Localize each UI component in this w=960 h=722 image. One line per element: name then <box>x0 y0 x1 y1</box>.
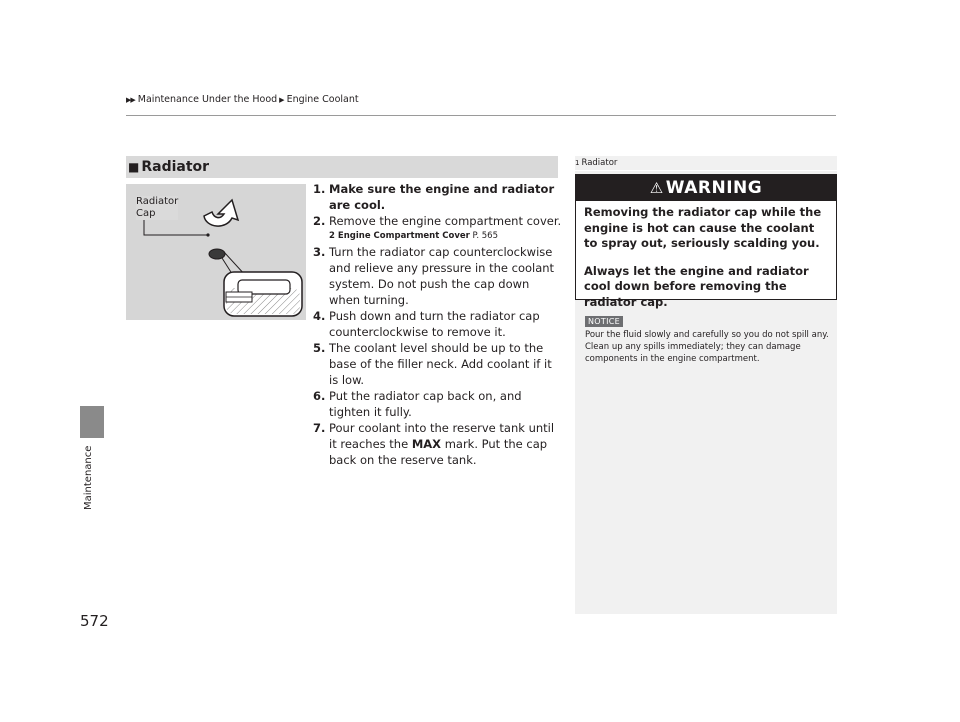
chapter-tab <box>80 406 104 438</box>
step-text: Turn the radiator cap counterclockwise and relieve any pressure in the coolant system. Do not push the cap down when turning. <box>329 245 555 307</box>
warning-box <box>575 174 837 309</box>
reference-arrow-icon: 2 <box>329 231 335 241</box>
step-item <box>313 308 563 340</box>
warning-paragraph: Always let the engine and radiator cool down before removing the radiator cap. <box>584 263 809 309</box>
step-text: Remove the engine compartment cover. <box>329 214 562 228</box>
header-divider <box>126 115 836 116</box>
sidebar-title-text: Radiator <box>581 158 618 168</box>
step-item <box>313 181 563 213</box>
warning-triangle-icon: ⚠ <box>649 179 664 197</box>
procedure-steps <box>313 181 563 468</box>
section-title: Radiator <box>141 159 210 175</box>
step-text: Put the radiator cap back on, and tighten it fully. <box>329 389 522 419</box>
step-item <box>313 388 563 420</box>
step-item <box>313 244 563 308</box>
reference-page: P. 565 <box>472 231 498 241</box>
radiator-cap-illustration <box>126 184 306 320</box>
breadcrumb-item[interactable]: Engine Coolant <box>286 94 359 105</box>
step-number: 3. <box>313 245 326 259</box>
step-text-before: Pour coolant into the reserve tank until it reaches the <box>329 421 555 451</box>
breadcrumb-item[interactable]: Maintenance Under the Hood <box>137 94 278 105</box>
step-text: Push down and turn the radiator cap counterclockwise to remove it. <box>329 309 540 339</box>
step-item <box>313 420 563 468</box>
chapter-label: Maintenance <box>83 445 94 510</box>
step-text-max: MAX <box>411 437 442 451</box>
warning-banner <box>576 175 836 201</box>
notice-badge: NOTICE <box>585 316 623 327</box>
step-number: 4. <box>313 309 326 323</box>
sidebar-divider <box>575 170 837 171</box>
section-heading <box>126 156 558 178</box>
step-text: Make sure the engine and radiator are cool. <box>329 182 555 212</box>
section-marker-icon: ■ <box>128 160 140 174</box>
step-number: 5. <box>313 341 326 355</box>
figure-callout-label <box>136 196 178 220</box>
step-text <box>329 421 554 467</box>
sidebar-title <box>575 158 617 168</box>
reference-title: Engine Compartment Cover <box>337 231 470 241</box>
step-number: 6. <box>313 389 326 403</box>
step-text: The coolant level should be up to the base of the filler neck. Add coolant if it is low. <box>329 341 552 387</box>
step-item <box>313 213 563 243</box>
page-number: 572 <box>80 612 109 630</box>
radiator-cap <box>209 249 225 259</box>
step-number: 7. <box>313 421 326 435</box>
cross-reference-link[interactable] <box>329 230 563 243</box>
breadcrumb <box>126 94 359 105</box>
breadcrumb-separator-icon: ▶ <box>279 96 285 104</box>
step-number: 2. <box>313 214 326 228</box>
step-text-after: mark. Put the cap back on the reserve tank. <box>329 437 548 467</box>
step-number: 1. <box>313 182 326 196</box>
sidebar-marker-icon: 1 <box>575 159 580 167</box>
warning-text <box>576 201 836 310</box>
warning-paragraph: Removing the radiator cap while the engine is hot can cause the coolant to spray out, seriously scalding you. <box>584 205 822 250</box>
side-rail <box>80 120 104 406</box>
notice-text: Pour the fluid slowly and carefully so you do not spill any. Clean up any spills immediately; they can damage components in the engine compartment. <box>585 330 829 364</box>
breadcrumb-arrow-icon: ▶▶ <box>126 96 135 104</box>
figure-callout-line1: Radiator <box>136 196 179 207</box>
step-item <box>313 340 563 388</box>
figure-callout-line2: Cap <box>136 208 156 219</box>
warning-heading: WARNING <box>665 178 763 198</box>
